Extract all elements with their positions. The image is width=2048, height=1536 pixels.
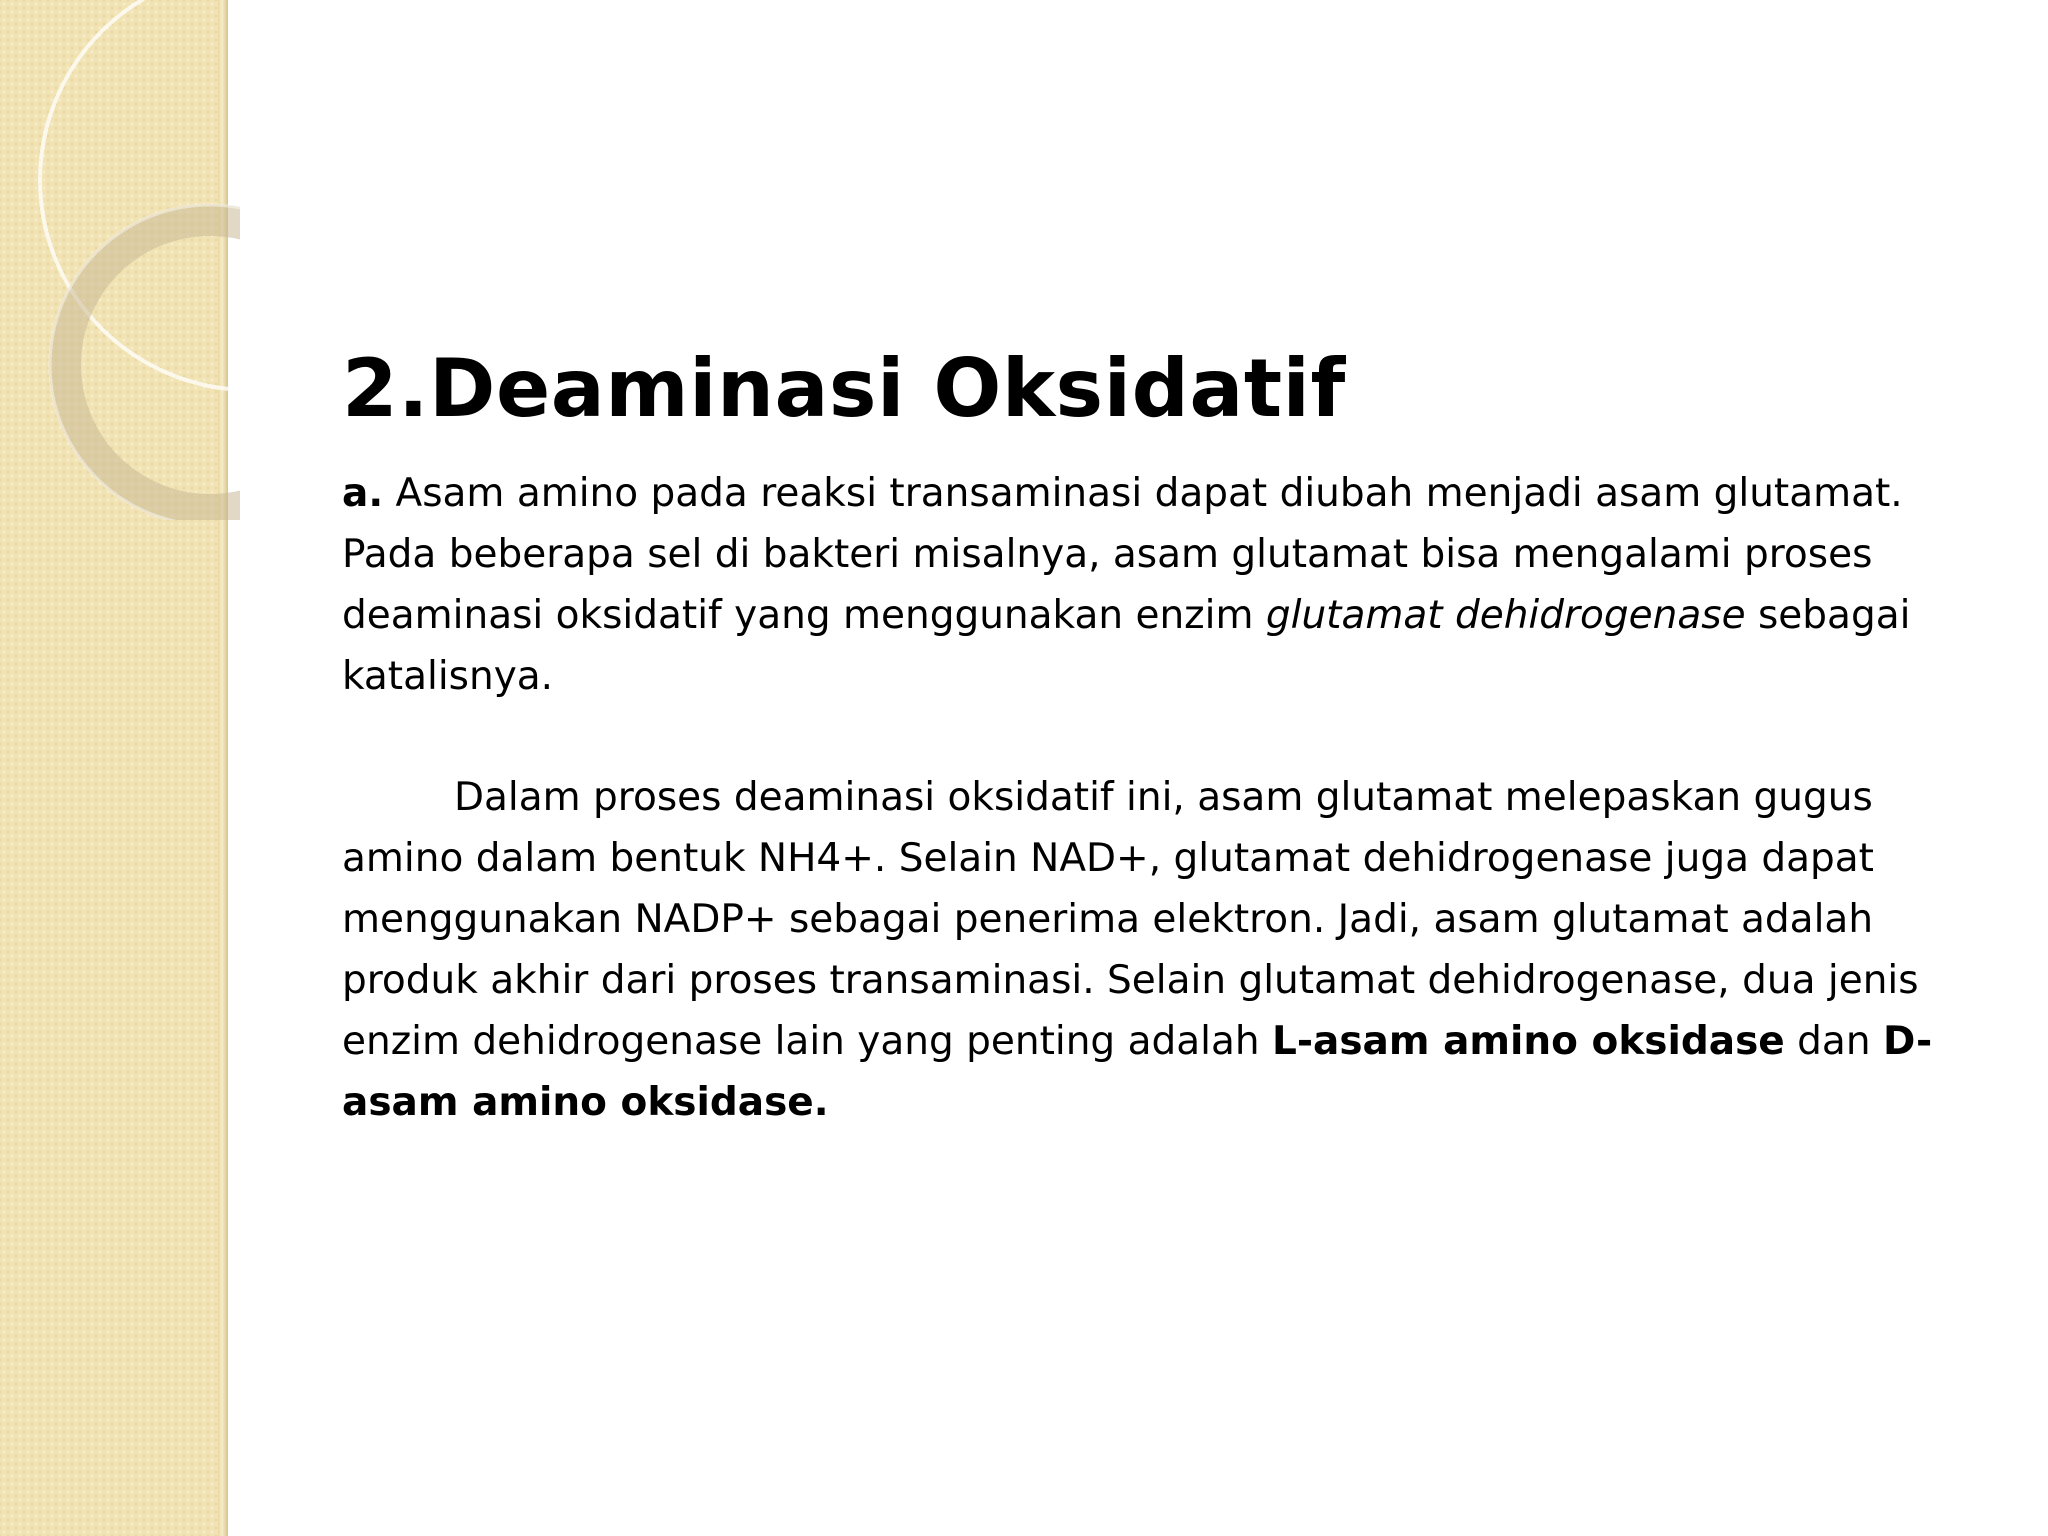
paragraph-a-text-2: sebagai katalisnya. <box>342 593 1911 699</box>
paragraph-a-text-1: Asam amino pada reaksi transaminasi dapat diubah menjadi asam glutamat. Pada beberapa sel di bakteri misalnya, asam glutamat bisa mengalami proses deaminasi oksidatif yang menggunakan enzim <box>342 471 1903 638</box>
paragraph-b <box>342 767 1982 1133</box>
paragraph-b-text-1: Dalam proses deaminasi oksidatif ini, asam glutamat melepaskan gugus amino dalam bentuk NH4+. Selain NAD+, glutamat dehidrogenase juga dapat menggunakan NADP+ sebagai penerima elektron. Jadi, asam glutamat adalah produk akhir dari proses transaminasi. Selain glutamat dehidrogenase, dua jenis enzim dehidrogenase lain yang penting adalah <box>342 775 1919 1064</box>
list-marker: a. <box>342 471 384 516</box>
italic-term: glutamat dehidrogenase <box>1265 593 1746 638</box>
slide-content <box>342 342 1982 1133</box>
slide-title: 2.Deaminasi Oksidatif <box>342 342 1346 435</box>
paragraph-b-text-2: dan <box>1784 1019 1883 1064</box>
decorative-rings-icon <box>0 0 240 520</box>
paragraph-spacer <box>342 707 1982 767</box>
bold-term-d-amino: D-asam amino oksidase. <box>342 1019 1933 1125</box>
paragraph-a <box>342 463 1982 707</box>
bold-term-l-amino: L-asam amino oksidase <box>1271 1019 1785 1064</box>
